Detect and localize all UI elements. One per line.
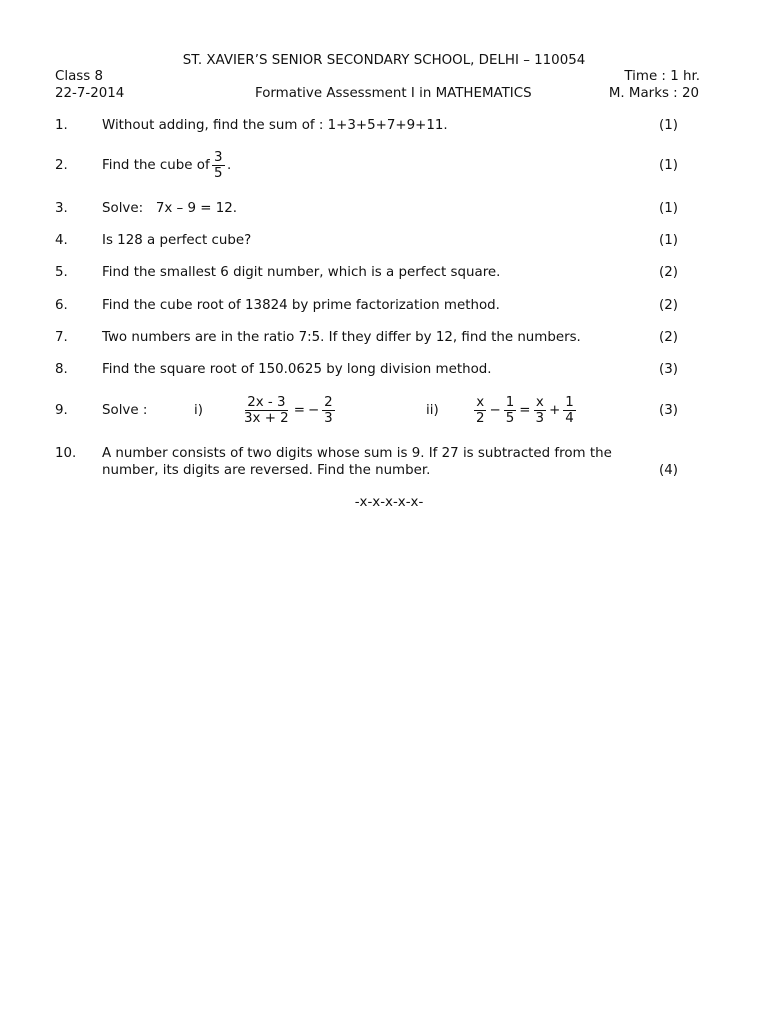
question-marks: (1)	[659, 233, 678, 248]
question-number: 10.	[55, 446, 77, 461]
fraction-numerator: 3	[214, 150, 223, 165]
plus-sign: +	[549, 403, 561, 418]
fraction-denominator: 4	[565, 411, 574, 426]
equation-i	[242, 395, 335, 426]
question-marks: (1)	[659, 201, 678, 216]
question-2	[0, 150, 768, 181]
fraction-denominator: 5	[505, 411, 515, 426]
question-marks: (1)	[659, 118, 678, 133]
assessment-title: Formative Assessment I in MATHEMATICS	[255, 86, 532, 101]
question-number: 8.	[55, 362, 68, 377]
question-text: Find the square root of 150.0625 by long division method.	[102, 362, 492, 377]
question-1	[0, 118, 768, 138]
fraction-denominator: 3	[535, 411, 545, 426]
question-punctuation: .	[227, 158, 232, 173]
question-marks: (4)	[659, 463, 678, 478]
part-ii-label: ii)	[426, 403, 439, 418]
question-text-line-1: A number consists of two digits whose sum is 9. If 27 is subtracted from the	[102, 446, 612, 461]
question-marks: (3)	[659, 362, 678, 377]
fraction-denominator: 2	[476, 411, 485, 426]
fraction-numerator: x	[535, 395, 544, 410]
equation-ii	[474, 395, 576, 426]
question-3	[0, 201, 768, 221]
question-number: 9.	[55, 403, 68, 418]
question-number: 6.	[55, 298, 68, 313]
question-text: Two numbers are in the ratio 7:5. If they differ by 12, find the numbers.	[102, 330, 581, 345]
question-text: Find the cube of	[102, 158, 210, 173]
end-marker: -x-x-x-x-x-	[354, 495, 424, 510]
question-text: Is 128 a perfect cube?	[102, 233, 252, 248]
question-text: Without adding, find the sum of : 1+3+5+7+9+11.	[102, 118, 448, 133]
part-i-label: i)	[194, 403, 203, 418]
school-name: ST. XAVIER’S SENIOR SECONDARY SCHOOL, DELHI – 110054	[182, 53, 586, 68]
question-marks: (2)	[659, 330, 678, 345]
question-number: 3.	[55, 201, 68, 216]
question-marks: (2)	[659, 265, 678, 280]
minus-sign: −	[489, 403, 501, 418]
question-text-line-2: number, its digits are reversed. Find the number.	[102, 463, 431, 478]
question-4	[0, 233, 768, 253]
question-9	[0, 395, 768, 426]
question-text: Find the smallest 6 digit number, which is a perfect square.	[102, 265, 501, 280]
time-label: Time : 1 hr.	[624, 69, 700, 84]
fraction-denominator: 3x + 2	[244, 411, 289, 426]
question-7	[0, 330, 768, 350]
question-number: 1.	[55, 118, 68, 133]
question-6	[0, 298, 768, 318]
question-marks: (3)	[659, 403, 678, 418]
fraction-numerator: 1	[565, 395, 574, 410]
question-number: 2.	[55, 158, 68, 173]
fraction-numerator: x	[476, 395, 485, 410]
fraction-numerator: 1	[505, 395, 515, 410]
max-marks-label: M. Marks : 20	[608, 86, 699, 101]
fraction-denominator: 3	[324, 411, 333, 426]
question-10	[0, 446, 768, 486]
fraction-denominator: 5	[214, 166, 223, 181]
equals-sign: =	[519, 403, 531, 418]
question-5	[0, 265, 768, 285]
class-label: Class 8	[55, 69, 104, 84]
fraction-numerator: 2x - 3	[247, 395, 286, 410]
minus-sign: −	[307, 403, 320, 418]
question-marks: (1)	[659, 158, 678, 173]
question-text: Find the cube root of 13824 by prime factorization method.	[102, 298, 500, 313]
question-text: Solve: 7x – 9 = 12.	[102, 201, 238, 216]
equals-sign: =	[293, 403, 305, 418]
question-marks: (2)	[659, 298, 678, 313]
fraction-numerator: 2	[324, 395, 333, 410]
question-number: 7.	[55, 330, 68, 345]
date-label: 22-7-2014	[55, 86, 125, 101]
question-text: Solve :	[102, 403, 148, 418]
fraction	[212, 150, 225, 181]
question-number: 5.	[55, 265, 68, 280]
question-8	[0, 362, 768, 382]
question-number: 4.	[55, 233, 68, 248]
